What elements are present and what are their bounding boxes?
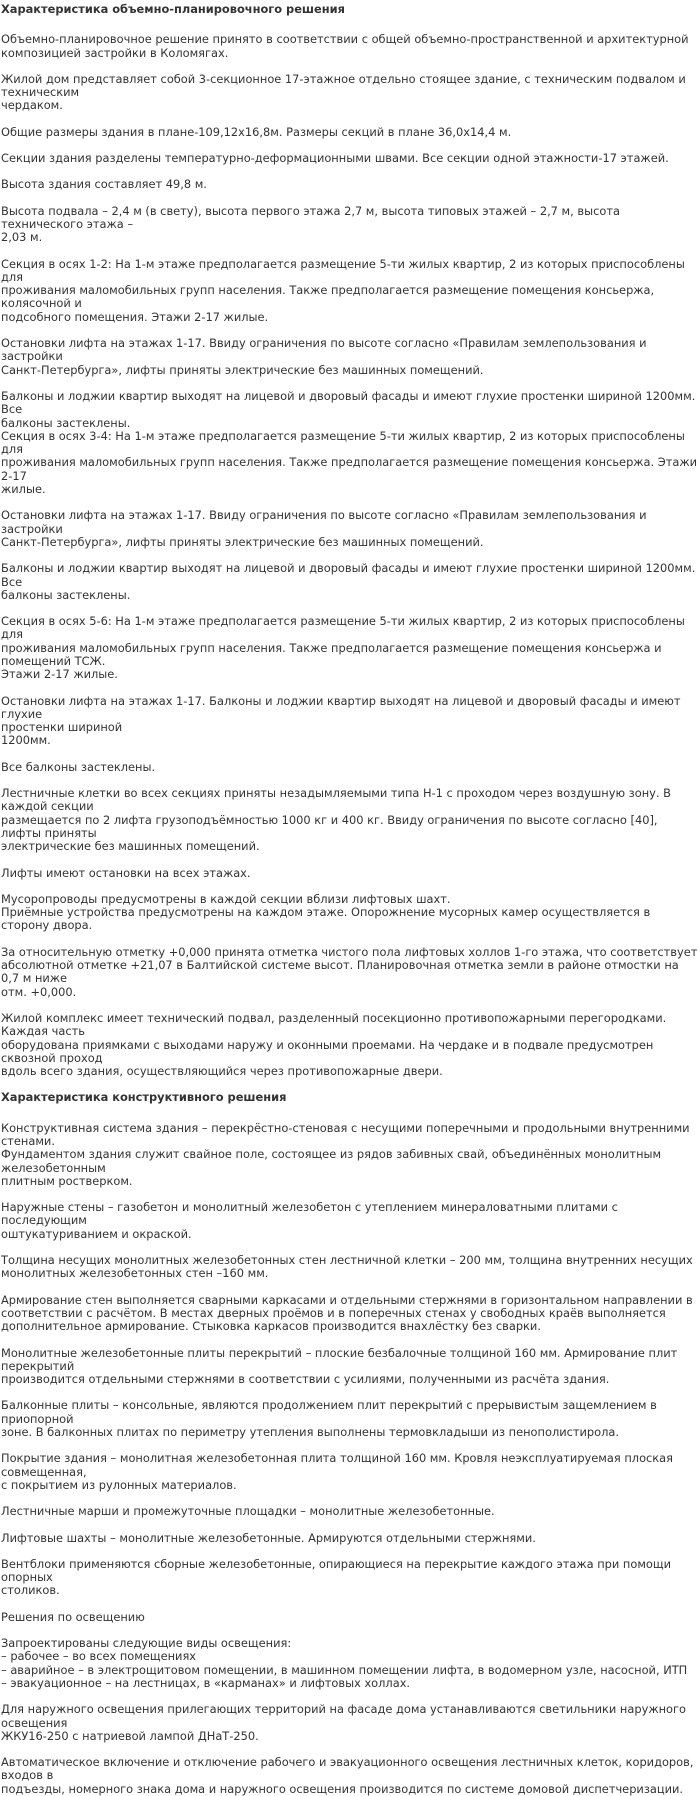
- paragraph-line: – эвакуационное – на лестницах, в «карманах» и лифтовых холлах.: [1, 1675, 411, 1690]
- paragraph-line: чердаком.: [1, 98, 63, 113]
- paragraph-line: соответствии с расчётом. В местах дверных проёмов и в поперечных стенах у свободных краёв выполняется: [1, 1305, 666, 1320]
- paragraph-line: оштукатуриванием и окраской.: [1, 1226, 192, 1241]
- paragraph-line: Армирование стен выполняется сварными каркасами и отдельными стержнями в горизонтальном направлении в: [1, 1292, 693, 1307]
- paragraph: [1, 33, 700, 60]
- planning-body: [1, 33, 700, 1078]
- paragraph-line: – аварийное – в электрощитовом помещении, в машинном помещении лифта, в водомерном узле, насосной, ИТП: [1, 1662, 688, 1677]
- paragraph-line: Приёмные устройства предусмотрены на каждом этаже. Опорожнение мусорных камер осуществляется в сторону двора.: [1, 905, 651, 933]
- paragraph: [1, 178, 700, 191]
- paragraph-line: 1200мм.: [1, 733, 51, 748]
- paragraph-line: Остановки лифта на этажах 1-17. Балконы и лоджии квартир выходят на лицевой и дворовый фасады и имеют глухие: [1, 693, 681, 721]
- paragraph: [1, 946, 700, 999]
- paragraph-line: Лифты имеют остановки на всех этажах.: [1, 865, 251, 880]
- paragraph: [1, 509, 700, 549]
- paragraph-line: отм. +0,000.: [1, 984, 77, 999]
- paragraph-line: Санкт-Петербурга», лифты приняты электрические без машинных помещений.: [1, 362, 484, 377]
- paragraph: [1, 1347, 700, 1387]
- paragraph-line: За относительную отметку +0,000 принята отметка чистого пола лифтовых холлов 1-го этажа, что соответствует: [1, 944, 698, 959]
- section-structural: [1, 1091, 700, 1796]
- paragraph: [1, 615, 700, 681]
- paragraph-line: столиков.: [1, 1583, 60, 1598]
- paragraph-line: плитным ростверком.: [1, 1173, 133, 1188]
- paragraph: [1, 761, 700, 774]
- paragraph-line: композицией застройки в Коломягах.: [1, 45, 229, 60]
- paragraph-line: Вентблоки применяются сборные железобетонные, опирающиеся на перекрытие каждого этажа при помощи опорных: [1, 1556, 672, 1585]
- paragraph: [1, 205, 700, 245]
- paragraph-line: Санкт-Петербурга», лифты приняты электрические без машинных помещений.: [1, 534, 484, 549]
- paragraph-line: Высота здания составляет 49,8 м.: [1, 177, 207, 192]
- paragraph: [1, 390, 700, 496]
- paragraph: [1, 1532, 700, 1545]
- paragraph: [1, 1637, 700, 1690]
- paragraph: [1, 1505, 700, 1518]
- section-heading-structural: Характеристика конструктивного решения: [1, 1090, 287, 1105]
- section-planning: [1, 3, 700, 1078]
- paragraph: [1, 1201, 700, 1241]
- paragraph-line: Решения по освещению: [1, 1609, 145, 1624]
- paragraph-line: Остановки лифта на этажах 1-17. Ввиду ограничения по высоте согласно «Правилам землепользования и застройки: [1, 336, 647, 364]
- paragraph-line: оборудована приямками с выходами наружу и оконными проемами. На чердаке и в подвале предусмотрен сквозной проход: [1, 1037, 654, 1065]
- paragraph: [1, 337, 700, 377]
- paragraph-line: Для наружного освещения прилегающих территорий на фасаде дома устанавливаются светильники наружного освещения: [1, 1702, 686, 1730]
- paragraph-line: Лифтовые шахты – монолитные железобетонные. Армируются отдельными стержнями.: [1, 1530, 536, 1545]
- paragraph-line: Объемно-планировочное решение принято в соответствии с общей объемно-пространственной и архитектурной: [1, 32, 689, 47]
- paragraph: [1, 73, 700, 113]
- paragraph: [1, 1558, 700, 1598]
- paragraph: [1, 695, 700, 748]
- paragraph: [1, 787, 700, 853]
- paragraph: [1, 258, 700, 324]
- paragraph-line: Толщина несущих монолитных железобетонных стен лестничной клетки – 200 мм, толщина внутренних несущих: [1, 1253, 693, 1268]
- paragraph: [1, 1756, 700, 1796]
- paragraph-line: подсобного помещения. Этажи 2-17 жилые.: [1, 309, 269, 324]
- paragraph-line: Покрытие здания – монолитная железобетонная плита толщиной 160 мм. Кровля неэксплуатируемая плоская совмещенная,: [1, 1451, 674, 1479]
- paragraph-line: Наружные стены – газобетон и монолитный железобетон с утеплением минераловатными плитами с последующим: [1, 1200, 618, 1228]
- paragraph-line: проживания маломобильных групп населения. Также предполагается размещение помещения консьержа, колясочной и: [1, 283, 655, 311]
- paragraph-line: Монолитные железобетонные плиты перекрытий – плоские безбалочные толщиной 160 мм. Армирование плит перекрытий: [1, 1345, 678, 1373]
- paragraph: [1, 1294, 700, 1334]
- paragraph-line: Мусоропроводы предусмотрены в каждой секции вблизи лифтовых шахт.: [1, 891, 451, 906]
- paragraph-line: простенки шириной: [1, 720, 123, 735]
- paragraph-line: зоне. В балконных плитах по периметру утепления выполнены термовкладыши из пенополистирола.: [1, 1425, 620, 1440]
- paragraph: [1, 867, 700, 880]
- paragraph-line: Фундаментом здания служит свайное поле, состоящее из рядов забивных свай, объединённых монолитным железобетонным: [1, 1147, 662, 1175]
- paragraph-line: вдоль всего здания, осуществляющийся через противопожарные двери.: [1, 1064, 443, 1079]
- paragraph-line: Остановки лифта на этажах 1-17. Ввиду ограничения по высоте согласно «Правилам землепользования и застройки: [1, 508, 647, 536]
- paragraph-line: балконы застеклены.: [1, 415, 131, 430]
- paragraph-line: Секция в осях 5-6: На 1-м этаже предполагается размещение 5-ти жилых квартир, 2 из которых приспособлены для: [1, 614, 685, 642]
- paragraph: [1, 1703, 700, 1743]
- paragraph-line: ЖКУ16-250 с натриевой лампой ДНаТ-250.: [1, 1728, 259, 1743]
- paragraph-line: проживания маломобильных групп населения. Также предполагается размещение помещения консьержа и помещений ТСЖ.: [1, 640, 662, 668]
- paragraph-line: подъезды, номерного знака дома и наружного освещения производится по системе домовой диспетчеризации.: [1, 1781, 684, 1796]
- paragraph: [1, 126, 700, 139]
- paragraph-line: Автоматическое включение и отключение рабочего и эвакуационного освещения лестничных клеток, коридоров, входов в: [1, 1755, 694, 1783]
- paragraph-line: проживания маломобильных групп населения. Также предполагается размещение помещения консьержа. Этажи 2-17: [1, 455, 698, 483]
- paragraph-line: Все балконы застеклены.: [1, 759, 156, 774]
- paragraph-line: монолитных железобетонных стен –160 мм.: [1, 1266, 269, 1281]
- paragraph-line: Высота подвала – 2,4 м (в свету), высота первого этажа 2,7 м, высота типовых этажей – 2,7 м, высота технического этажа –: [1, 203, 620, 231]
- paragraph-line: Этажи 2-17 жилые.: [1, 667, 118, 682]
- paragraph-line: абсолютной отметке +21,07 в Балтийской системе высот. Планировочная отметка земли в районе отмостки на 0,7 м ниже: [1, 958, 679, 986]
- paragraph-line: жилые.: [1, 482, 46, 497]
- paragraph: [1, 1012, 700, 1078]
- paragraph-line: Секции здания разделены температурно-деформационными швами. Все секции одной этажности-17 этажей.: [1, 151, 669, 166]
- paragraph: [1, 152, 700, 165]
- paragraph-line: – рабочее – во всех помещениях: [1, 1649, 197, 1664]
- paragraph: [1, 1452, 700, 1492]
- structural-body: [1, 1122, 700, 1796]
- paragraph-line: с покрытием из рулонных материалов.: [1, 1477, 237, 1492]
- paragraph-line: Секция в осях 1-2: На 1-м этаже предполагается размещение 5-ти жилых квартир, 2 из которых приспособлены для: [1, 256, 685, 284]
- paragraph: [1, 893, 700, 933]
- paragraph: [1, 1254, 700, 1281]
- paragraph-line: балконы застеклены.: [1, 587, 131, 602]
- paragraph-line: Лестничные марши и промежуточные площадки – монолитные железобетонные.: [1, 1504, 495, 1519]
- section-heading-planning: Характеристика объемно-планировочного решения: [1, 2, 345, 16]
- paragraph-line: Конструктивная система здания – перекрёстно-стеновая с несущими поперечными и продольными внутренними стенами.: [1, 1120, 690, 1148]
- paragraph: [1, 1399, 700, 1439]
- paragraph: [1, 1611, 700, 1624]
- paragraph-line: размещается по 2 лифта грузоподъёмностью 1000 кг и 400 кг. Ввиду ограничения по высоте согласно [40], лифты приняты: [1, 812, 658, 840]
- paragraph-line: Лестничные клетки во всех секциях приняты незадымляемыми типа Н-1 с проходом через воздушную зону. В каждой секции: [1, 786, 671, 814]
- paragraph-line: Балконы и лоджии квартир выходят на лицевой и дворовый фасады и имеют глухие простенки шириной 1200мм. Все: [1, 561, 696, 589]
- paragraph-line: Балконные плиты – консольные, являются продолжением плит перекрытий с прерывистым защемлением в приопорной: [1, 1398, 657, 1426]
- paragraph-line: дополнительное армирование. Стыковка каркасов производится внахлёстку без сварки.: [1, 1319, 541, 1334]
- paragraph-line: Запроектированы следующие виды освещения:: [1, 1636, 292, 1651]
- paragraph: [1, 562, 700, 602]
- paragraph-line: Жилой дом представляет собой 3-секционное 17-этажное отдельно стоящее здание, с техническим подвалом и техническим: [1, 71, 686, 100]
- paragraph: [1, 1122, 700, 1188]
- paragraph-line: электрические без машинных помещений.: [1, 839, 260, 854]
- paragraph-line: Жилой комплекс имеет технический подвал, разделенный посекционно противопожарными перегородками. Каждая часть: [1, 1010, 667, 1039]
- paragraph-line: производится отдельными стержнями в соответствии с усилиями, полученными из расчёта здания.: [1, 1372, 610, 1387]
- paragraph-line: Балконы и лоджии квартир выходят на лицевой и дворовый фасады и имеют глухие простенки шириной 1200мм. Все: [1, 388, 696, 417]
- paragraph-line: Общие размеры здания в плане-109,12х16,8м. Размеры секций в плане 36,0х14,4 м.: [1, 124, 512, 139]
- paragraph-line: Секция в осях 3-4: На 1-м этаже предполагается размещение 5-ти жилых квартир, 2 из которых приспособлены для: [1, 428, 685, 457]
- paragraph-line: 2,03 м.: [1, 230, 43, 245]
